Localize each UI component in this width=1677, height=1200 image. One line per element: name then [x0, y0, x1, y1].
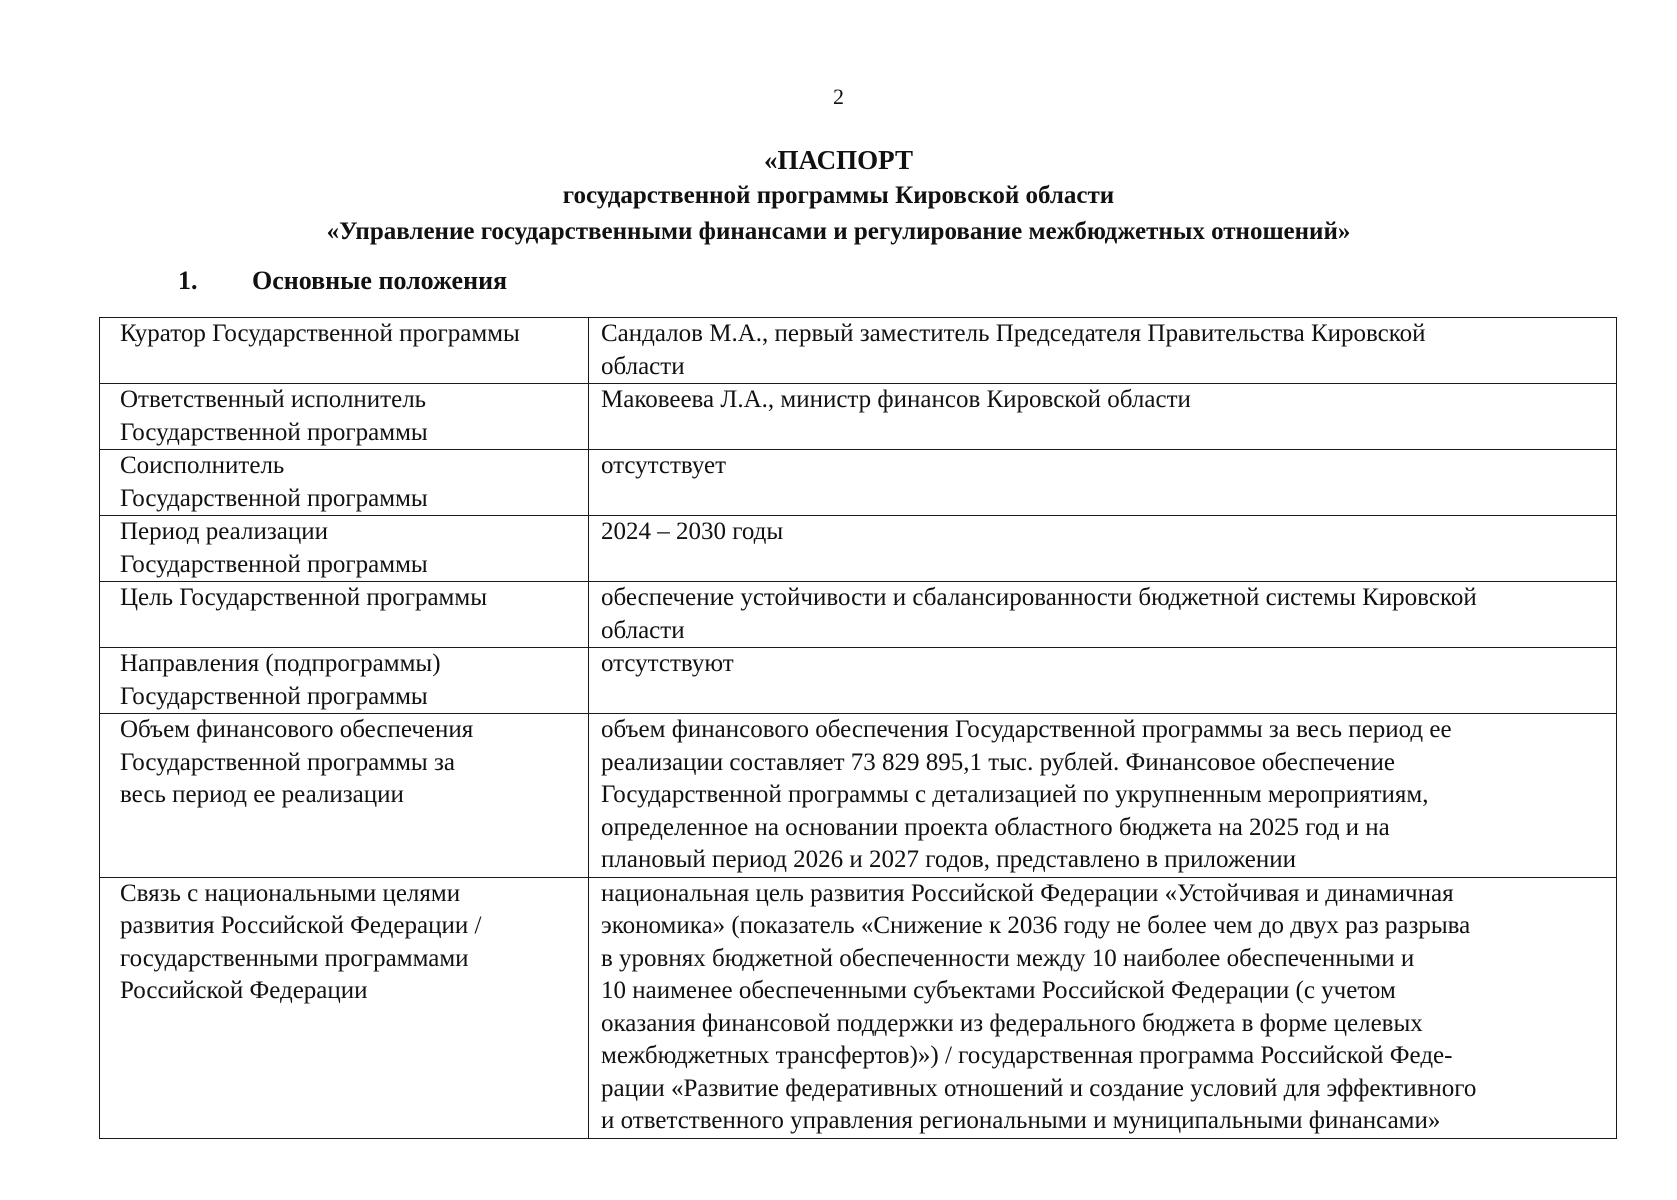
row-value-responsible-executor: Маковеева Л.А., министр финансов Кировской области — [589, 384, 1617, 450]
row-label-funding: Объем финансового обеспечения Государственной программы за весь период ее реализации — [100, 714, 589, 878]
table-row — [100, 384, 1617, 450]
page-number: 2 — [833, 84, 844, 109]
title-line-program: государственной программы Кировской области — [562, 182, 1115, 209]
table-row — [100, 516, 1617, 582]
row-value-period: 2024 – 2030 годы — [589, 516, 1617, 582]
row-label-period: Период реализации Государственной программы — [100, 516, 589, 582]
row-label-goal: Цель Государственной программы — [100, 582, 589, 648]
title-line-passport: «ПАСПОРТ — [764, 145, 913, 175]
row-value-co-executor: отсутствует — [589, 450, 1617, 516]
row-value-directions: отсутствуют — [589, 648, 1617, 714]
passport-table — [99, 317, 1617, 1139]
row-label-curator: Куратор Государственной программы — [100, 318, 589, 384]
row-value-goal: обеспечение устойчивости и сбалансированности бюджетной системы Кировской области — [589, 582, 1617, 648]
title-line-program-name: «Управление государственными финансами и регулирование межбюджетных отношений» — [326, 218, 1351, 245]
row-label-responsible-executor: Ответственный исполнитель Государственной программы — [100, 384, 589, 450]
row-label-directions: Направления (подпрограммы) Государственной программы — [100, 648, 589, 714]
row-label-co-executor: Соисполнитель Государственной программы — [100, 450, 589, 516]
row-value-national-goals: национальная цель развития Российской Федерации «Устойчивая и динамичная экономика» (показатель «Снижение к 2036 году не более чем до двух раз разрыва в уровнях бюджетной обеспеченности между 10 наиболее обеспеченными и 10 наименее обеспеченными субъектами Российской Федерации (с учетом оказания финансовой поддержки из федерального бюджета в форме целевых межбюджетных трансфертов)») / государственная программа Российской Феде- рации «Развитие федеративных отношений и создание условий для эффективного и ответственного управления региональными и муниципальными финансами» — [589, 877, 1617, 1138]
table-row — [100, 318, 1617, 384]
table-row — [100, 714, 1617, 878]
row-value-funding: объем финансового обеспечения Государственной программы за весь период ее реализации составляет 73 829 895,1 тыс. рублей. Финансовое обеспечение Государственной программы с детализацией по укрупненным мероприятиям, определенное на основании проекта областного бюджета на 2025 год и на плановый период 2026 и 2027 годов, представлено в приложении — [589, 714, 1617, 878]
section-title: Основные положения — [252, 266, 508, 295]
document-title — [0, 142, 1677, 250]
section-heading — [178, 266, 507, 296]
table-row — [100, 648, 1617, 714]
section-number: 1. — [178, 266, 198, 295]
table-row — [100, 582, 1617, 648]
table-row — [100, 450, 1617, 516]
row-value-curator: Сандалов М.А., первый заместитель Председателя Правительства Кировской области — [589, 318, 1617, 384]
row-label-national-goals: Связь с национальными целями развития Российской Федерации / государственными программами Российской Федерации — [100, 877, 589, 1138]
table-row — [100, 877, 1617, 1138]
